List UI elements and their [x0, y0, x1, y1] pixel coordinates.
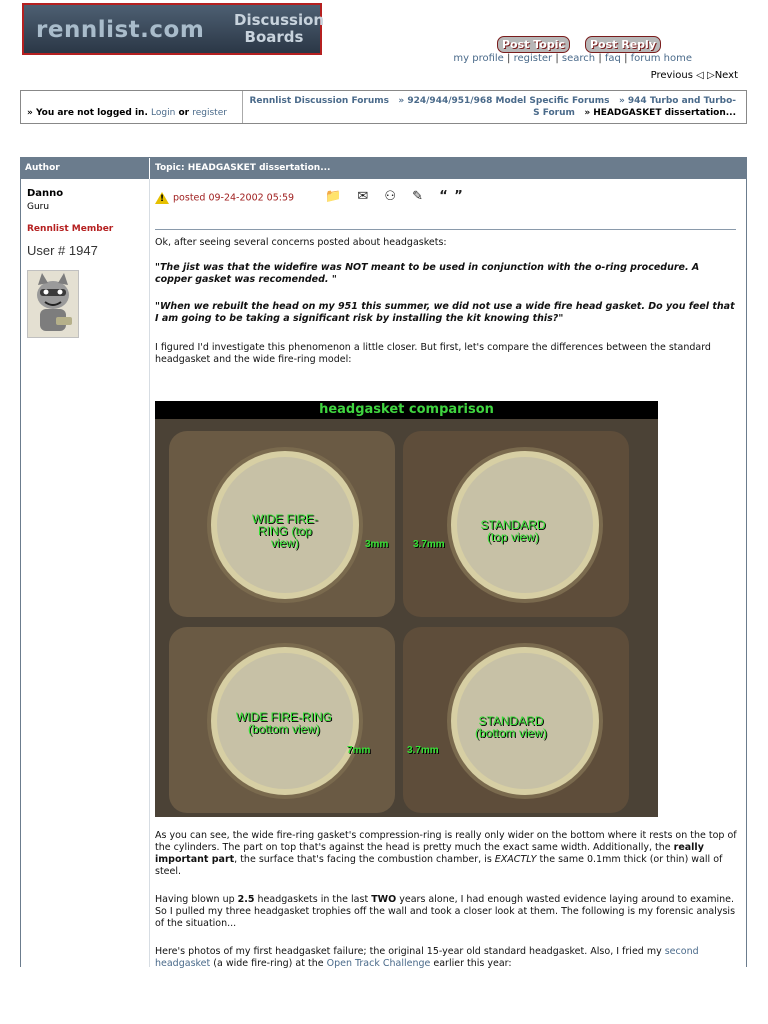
- breadcrumb-944-turbo[interactable]: » 944 Turbo and Turbo-S Forum: [533, 96, 736, 118]
- author-name[interactable]: Danno: [27, 188, 64, 199]
- my-profile-link[interactable]: my profile: [453, 53, 504, 64]
- label-standard-top: STANDARD (top view): [480, 518, 546, 544]
- post-intro: Ok, after seeing several concerns posted about headgaskets:: [155, 237, 447, 248]
- measure-standard-bottom: 3.7mm: [407, 745, 439, 756]
- paragraph-3: Having blown up 2.5 headgaskets in the last TWO years alone, I had enough wasted evidence laying around to examine. So I pulled my three headgasket trophies off the wall and took a closer look at them. The following is my forensic analysis of the situation...: [155, 894, 736, 929]
- forum-home-link[interactable]: forum home: [630, 53, 692, 64]
- paragraph-2: As you can see, the wide fire-ring gasket's compression-ring is really only wider on the bottom where it rests on the top of the cylinders. The part on top that's against the head is pretty much the exact same width. Additionally, the really important part, the surface that's facing the combustion chamber, is EXACTLY the same 0.1mm thick (or thin) wall of steel.: [155, 830, 737, 877]
- breadcrumb-model-forums[interactable]: » 924/944/951/968 Model Specific Forums: [398, 96, 610, 106]
- quote-icon[interactable]: “ ”: [439, 189, 464, 204]
- profile-icon[interactable]: 📁: [325, 189, 348, 204]
- or-text: or: [178, 108, 190, 118]
- logo-boards: Discussion Boards: [234, 11, 325, 46]
- top-links: my profile | register | search | faq | forum home: [453, 53, 692, 64]
- next-link[interactable]: Next: [714, 70, 738, 81]
- image-caption: headgasket comparison: [155, 401, 658, 419]
- user-number: User # 1947: [27, 243, 98, 258]
- nav-bar: [20, 90, 747, 124]
- register-link-nav[interactable]: register: [192, 108, 227, 118]
- label-wide-bottom: WIDE FIRE-RING (bottom view): [236, 710, 332, 736]
- quote-1: "The jist was that the widefire was NOT meant to be used in conjunction with the o-ring procedure. A copper gasket was recomended. ": [155, 262, 700, 285]
- register-link[interactable]: register: [513, 53, 553, 64]
- search-link[interactable]: search: [561, 53, 596, 64]
- post-table: [20, 157, 747, 967]
- divider: [155, 229, 736, 230]
- headgasket-comparison-image: [155, 401, 658, 817]
- author-header: Author: [25, 163, 60, 173]
- buddy-icon[interactable]: ⚇: [384, 189, 403, 204]
- measure-wide-bottom: 7mm: [347, 745, 371, 756]
- table-header: [21, 158, 746, 179]
- not-logged-text: » You are not logged in.: [27, 108, 148, 118]
- paragraph-4: Here's photos of my first headgasket failure; the original 15-year old standard headgasket. Also, I fried my second headgasket (a wide fire-ring) at the Open Track Challenge earlier this year:: [155, 946, 699, 969]
- post-topic-button[interactable]: Post Topic: [497, 36, 570, 53]
- post-date: posted 09-24-2002 05:59: [173, 192, 295, 204]
- logo-brand: rennlist.com: [36, 17, 205, 43]
- breadcrumb-forums[interactable]: Rennlist Discussion Forums: [249, 96, 389, 106]
- label-standard-bottom: STANDARD (bottom view): [474, 714, 548, 740]
- left-triangle-icon[interactable]: ◁: [696, 70, 704, 81]
- breadcrumb-current: » HEADGASKET dissertation...: [584, 108, 736, 118]
- measure-wide-top: 3mm: [365, 539, 389, 550]
- warning-icon[interactable]: [155, 192, 169, 204]
- prev-next-nav: [651, 70, 738, 81]
- label-wide-top: WIDE FIRE-RING (top view): [252, 512, 318, 550]
- avatar: [27, 270, 79, 338]
- author-column: [21, 179, 150, 967]
- message-body: [155, 179, 736, 967]
- paragraph-1: I figured I'd investigate this phenomenon a little closer. But first, let's compare the differences between the standard headgasket and the wide fire-ring model:: [155, 342, 711, 365]
- previous-link[interactable]: Previous: [650, 70, 693, 81]
- site-logo[interactable]: [22, 3, 325, 55]
- login-status: [21, 91, 243, 123]
- breadcrumb: [249, 95, 736, 119]
- login-link[interactable]: Login: [151, 108, 176, 118]
- quote-2: "When we rebuilt the head on my 951 this summer, we did not use a wide fire head gasket. Do you feel that I am going to be taking a significant risk by installing the kit knowing this?": [155, 301, 735, 324]
- post-info: [155, 192, 294, 205]
- member-badge: Rennlist Member: [27, 224, 114, 234]
- faq-link[interactable]: faq: [604, 53, 621, 64]
- post-reply-button[interactable]: Post Reply: [585, 36, 661, 53]
- email-icon[interactable]: ✉: [357, 189, 375, 204]
- author-rank: Guru: [27, 202, 50, 212]
- measure-standard-top: 3.7mm: [413, 539, 445, 550]
- post-action-icons: [325, 191, 464, 203]
- second-headgasket-link[interactable]: second headgasket: [155, 946, 699, 969]
- open-track-challenge-link[interactable]: Open Track Challenge: [326, 958, 431, 969]
- right-triangle-icon[interactable]: ▷: [707, 70, 715, 81]
- topic-header: Topic: HEADGASKET dissertation...: [155, 163, 331, 173]
- edit-icon[interactable]: ✎: [412, 189, 430, 204]
